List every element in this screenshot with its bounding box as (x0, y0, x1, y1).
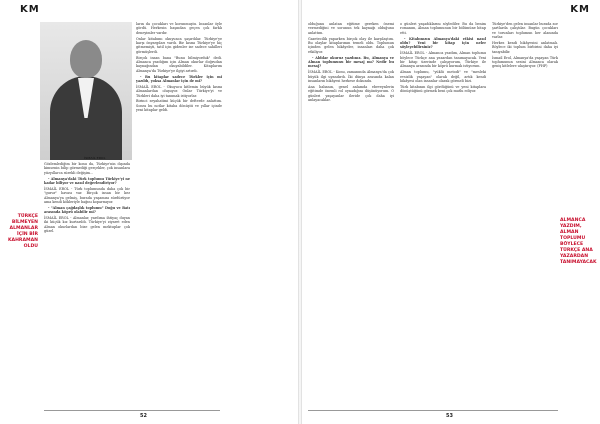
magazine-logo: KM (570, 4, 590, 15)
paragraph: Onlar kitabımı okuyunca şaşırdılar. Türkiye'ye karşı önyargıları vardı. Bir kısmı Türkiye'ye hiç gitmemişti, tatil için gidenler ise sadece sahilleri görmüşlerdi. (136, 36, 222, 54)
photo-caption: İSMAİL EROL (84, 156, 106, 160)
text-column-1 (44, 162, 130, 408)
left-page (0, 0, 298, 424)
magazine-logo: KM (20, 4, 40, 15)
text-column-2 (136, 22, 222, 408)
paragraph: Türkiye'den gelen insanlar burada zor şartlarda çalıştılar. Bugün çocukları ve torunları toplumun her alanında varlar. (492, 22, 558, 40)
interview-question: - Kitabınızın Almanya'daki etkisi nasıl oldu? Yeni bir kitap için neler söyleyebilirsiniz? (400, 36, 486, 50)
paragraph: Gazetecilik yaparken birçok olay ile karşılaştım. Bu olaylar kitaplarımın temeli oldu. Toplumun içinden gelen hikâyeler, insanları daha çok etkiliyor. (308, 36, 394, 54)
page-number-left: 52 (140, 413, 147, 419)
paragraph: İSMAİL EROL - Almanca yazdım, Alman toplumu böylece Türkçe ana yazardan tanımayacak. Yeni bir kitap üzerinde çalışıyorum, Türkiye ile Almanya arasında bir köprü kurmak istiyorum. (400, 51, 486, 69)
pull-quote-right: ALMANCA YAZDIM, ALMAN TOPLUMU BÖYLECE TÜRKÇE ANA YAZARDAN TANIMAYACAK (560, 218, 597, 265)
paragraph: İsmail Erol, Almanya'da yaşayan Türk toplumunun sesini Almanca olarak geniş kitlelere ulaştırıyor. (FHP) (492, 55, 558, 69)
page-number-right: 53 (446, 413, 453, 419)
interview-question: - "Alman çağdaşlık toplumu" Doğu ve Batı arasında köprü olabilir mi? (44, 205, 130, 215)
paragraph: ların da çocukları ve korunmuştu. İnsanlar öyle gördü. Herkesin başından geçen çok farklı deneyimler vardır. (136, 22, 222, 35)
paragraph: o günleri yaşadıklarını söylediler. Bu da benim romanım, Alman toplumunun bir bölümüne hitap etti. (400, 22, 486, 35)
text-column-3 (308, 22, 394, 408)
paragraph: olduğunu anlatan eğitime gereken önemi vermediğini ve sorunun tek kaynağı olduğunu anlattım. (308, 22, 394, 35)
paragraph: Gözlemlediğim bir konu da, Türkiye'nin dışında kimsenin bilip görmediği gerçekler, çok insanlara yüzyıllarca sürekli değişim... (44, 162, 130, 175)
paragraph: Türk kitabının ilgi gördüğünü ve yeni kitaplara dönüştüğünü görmek beni çok mutlu ediyor. (400, 84, 486, 94)
paragraph: İSMAİL EROL - Almanlar, yardıma ihtiyaç duyan iki küçük kız kurtarıldı. Türkiye'yi ziyaret eden Alman okurlardan bize gelen mektuplar çok güzel. (44, 216, 130, 234)
paragraph: İSMAİL EROL - Konu, zamanında Almanya'da çok büyük ilgi uyandırdı. İki dünya arasında kalan insanların hikâyesi herkese dokundu. (308, 70, 394, 84)
footer-rule (308, 410, 558, 411)
interview-question: - Almanya'daki Türk toplumu Türkiye'yi ne kadar biliyor ve nasıl değerlendiriyor? (44, 176, 130, 186)
portrait-head (70, 40, 102, 78)
paragraph: İSMAİL EROL - Okuyucu kitlemin büyük kısmı Almanlardan oluşuyor. Onlar Türkiye'yi ve Türkleri daha iyi tanımak istiyorlar. (136, 84, 222, 98)
portrait-photo (40, 22, 132, 160)
paragraph: Alman toplumu, "yüklü metodi" ve "mesleki evsizlik yaşayan" olarak değil, artık kendi hikâyesi olan insanlar olarak görmeli bizi. (400, 70, 486, 84)
interview-question: - Aldılar okuruz yazdınız. Bu, Almanya ve Alman toplumunu bir mesaj mı? Nedir bu mesaj? (308, 55, 394, 69)
text-column-4 (400, 22, 486, 408)
paragraph: İSMAİL EROL - Türk toplumunda daha çok bir "gurur" havası var. Birçok insan bir kez Almanya'ya gelmiş, burada yaşamını sürdürüyor ama kendi kökleriyle bağını koparmıyor. (44, 186, 130, 205)
paragraph: Birçok insan bana "Bunu bilmiyorduk" dedi. Almanca yazdığım için Alman okurlar doğrudan kaynağından okuyabildiler. Kitaplarım Almanya'da Türkiye'ye ilgiyi artırdı. (136, 55, 222, 73)
interview-question: - Bu kitaplar sadece Türkler için mi yazıldı, yoksa Almanlar için de mi? (136, 74, 222, 84)
text-column-5 (492, 22, 558, 408)
paragraph: Herkes kendi hikâyesini anlatmalı. Böylece iki toplum birbirini daha iyi tanıyabilir. (492, 41, 558, 54)
footer-rule (44, 410, 220, 411)
paragraph: Birinci seyahatimi küçük bir defterde anlattım. Sonra bu notlar kitaba dönüştü ve yıllar içinde yeni kitaplar geldi. (136, 99, 222, 113)
pull-quote-left: TÜRKÇE BİLMEYEN ALMANLAR İÇİN BİR KAHRAMAN OLDU (7, 214, 38, 249)
paragraph: Ana babanın, genel anlamda ebeveynlerin eğitimde önemli rol oynadığını düşünüyorum. O günleri yaşayanlar ileride çok daha iyi anlayacaklar. (308, 84, 394, 103)
